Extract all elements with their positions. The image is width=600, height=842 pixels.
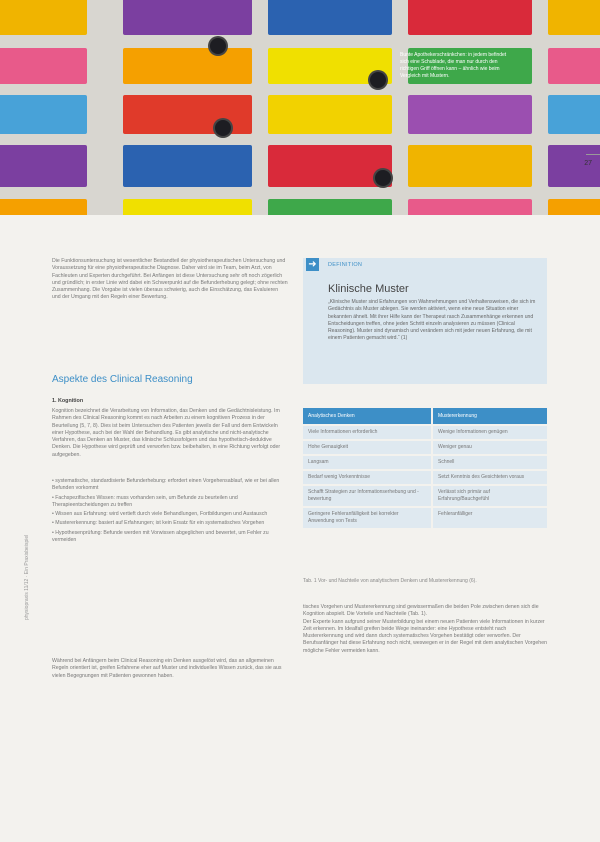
drawer xyxy=(123,0,252,35)
drawer xyxy=(268,95,392,134)
table-cell: Wenige Informationen genügen xyxy=(432,425,547,440)
intro-text: Die Funktionsuntersuchung ist wesentlicher Bestandteil der physiotherapeutischen Untersuchung und Voraussetzung für eine physiotherapeutische Diagnose. Daher wird sie im Team, beim Arzt, von Fachleuten und Experten durchgeführt. Bei Anfängen ist diese Untersuchung sehr oft noch zögerlich und gründlich; in erster Linie wird dabei ein Schwerpunkt auf die Befunderhebung gelegt; ohne rechten Zusammenhang. Die Vorgabe ist vielen überaus schwierig, auch die Einschätzung, das Evaluieren und der Umgang mit den Regeln einer Bewertung. xyxy=(52,258,288,301)
drawer xyxy=(123,48,252,84)
arrow-icon: ➜ xyxy=(306,258,319,271)
drawer xyxy=(123,95,252,134)
definition-title: Klinische Muster xyxy=(328,283,409,295)
table-cell: Fehleranfälliger xyxy=(432,507,547,528)
knob-icon xyxy=(215,120,231,136)
drawer xyxy=(0,0,87,35)
drawer xyxy=(408,0,532,35)
subheading-kognition: 1. Kognition xyxy=(52,398,84,404)
bullet-item: • Fachspezifisches Wissen: muss vorhanden sein, um Befunde zu beurteilen und Therapieentscheidungen zu treffen xyxy=(52,494,238,508)
table-caption: Tab. 1 Vor- und Nachteile von analytischem Denken und Mustererkennung (6). xyxy=(303,578,477,584)
bullet-item: • systematische, standardisierte Befunderhebung: erfordert einen Vorgehensablauf, wie er bei allen Befunden vorkommt xyxy=(52,478,280,492)
definition-label: DEFINITION xyxy=(328,262,363,268)
drawer xyxy=(548,95,600,134)
drawer xyxy=(0,145,87,187)
section-heading: Aspekte des Clinical Reasoning xyxy=(52,374,193,385)
drawer xyxy=(0,199,87,215)
knob-icon xyxy=(370,72,386,88)
table-cell: Verlässt sich primär auf Erfahrung/Bauchgefühl xyxy=(432,485,547,507)
table-cell: Viele Informationen erforderlich xyxy=(303,425,432,440)
body-text-right: tisches Vorgehen und Mustererkennung sind gewissermaßen die beiden Pole zwischen denen sich die Kognition abspielt. Die Vorteile und Nachteile (Tab. 1). Der Experte kann aufgrund seiner Musterbildung bei einem neuen Patienten viele Informationen in kurzer Zeit erkennen. Im Idealfall greifen beide Wege ineinander: eine Hypothese entsteht nach Mustererkennung und wird dann durch systematisches Vorgehen bestätigt oder verworfen. Der Berufsanfänger hat diese Erfahrung noch nicht, weswegen er in der Regel mit dem analytischen Vorgehen mögliche Fehler vermeiden kann. xyxy=(303,604,547,654)
header-photo xyxy=(0,0,600,215)
table-row xyxy=(303,425,547,440)
drawer xyxy=(123,199,252,215)
table-row xyxy=(303,485,547,507)
drawer xyxy=(548,48,600,84)
table-header: Analytisches Denken xyxy=(303,408,432,425)
table-row xyxy=(303,507,547,528)
bullet-list xyxy=(52,478,288,546)
table-row xyxy=(303,455,547,470)
table-cell: Schafft Strategien zur Informationserhebung und -bewertung xyxy=(303,485,432,507)
drawer xyxy=(548,199,600,215)
drawer xyxy=(0,95,87,134)
drawer xyxy=(268,199,392,215)
table-cell: Schnell xyxy=(432,455,547,470)
bullet-item: • Hypothesenprüfung: Befunde werden mit Vorwissen abgeglichen und bewertet, um Fehler zu vermeiden xyxy=(52,529,269,544)
table-cell: Geringere Fehleranfälligkeit bei korrekter Anwendung von Tests xyxy=(303,507,432,528)
bullet-item: • Mustererkennung: basiert auf Erfahrungen; ist kein Ersatz für ein systematisches Vorgehen xyxy=(52,520,265,527)
table-cell: Bedarf wenig Vorkenntnisse xyxy=(303,470,432,485)
table-cell: Langsam xyxy=(303,455,432,470)
table-cell: Setzt Kenntnis des Gesichteten voraus xyxy=(432,470,547,485)
drawer xyxy=(268,0,392,35)
drawer xyxy=(548,0,600,35)
table-row xyxy=(303,440,547,455)
page-number: 27 xyxy=(584,160,592,167)
body-text-left-end: Während bei Anfängern beim Clinical Reasoning ein Denken ausgelöst wird, das an allgemeinen Regeln orientiert ist, greifen Erfahrene eher auf Muster und individuelles Wissen zurück, das sie aus vielen Begegnungen mit Patienten gewonnen haben. xyxy=(52,658,282,679)
table-header: Mustererkennung xyxy=(432,408,547,425)
table-cell: Weniger genau xyxy=(432,440,547,455)
drawer xyxy=(123,145,252,187)
page-tick xyxy=(586,154,600,155)
sidebar-text: physiopraxis 11/12 · Ein Praxisbeispiel xyxy=(24,534,30,620)
table-row xyxy=(303,470,547,485)
drawer xyxy=(548,145,600,187)
bullet-item: • Wissen aus Erfahrung: wird vertieft durch viele Behandlungen, Fortbildungen und Austausch xyxy=(52,511,268,518)
comparison-table xyxy=(303,408,547,528)
drawer xyxy=(408,199,532,215)
body-text-left: Kognition bezeichnet die Verarbeitung von Information, das Denken und die Gedächtnisleistung. Im Rahmen des Clinical Reasoning kommt es nach Arbeiten zu einem kognitiven Prozess in der Beurteilung (5, 7, 8). Dies ist beim Untersuchen des Patienten jeweils der Fall und dem Entwickeln einer Hypothese, auch bei der Wahl der Behandlung. Es gibt analytische und nicht-analytische Verfahren, das Denken an Muster, das klinische Schlussfolgern und das hypothetisch-deduktive Denken. Die Hypothese wird geprüft und verworfen bzw. beibehalten, in eine Richtung verfolgt oder aufgegeben. xyxy=(52,408,281,458)
drawer xyxy=(408,145,532,187)
drawer xyxy=(0,48,87,84)
drawer xyxy=(268,145,392,187)
knob-icon xyxy=(375,170,391,186)
table-cell: Hohe Genauigkeit xyxy=(303,440,432,455)
definition-text: „Klinische Muster sind Erfahrungen von Wahrnehmungen und Verhaltensweisen, die sich im Gedächtnis als Muster ablegen. Sie werden aktiviert, wenn eine neue Situation einer bekannten ähnelt. Mit ihrer Hilfe kann der Therapeut rasch Zusammenhänge erkennen und Entscheidungen treffen, ohne jeden Schritt einzeln analysieren zu müssen (Clinical Reasoning). Muster sind dynamisch und verändern sich mit jeder neuen Erfahrung, die mit einem Patienten gemacht wird.“ (1) xyxy=(328,299,536,342)
drawer xyxy=(408,95,532,134)
knob-icon xyxy=(210,38,226,54)
photo-caption: Bunte Apothekerschränkchen: in jedem befindet sich eine Schublade, die man nur durch den richtigen Griff öffnen kann – ähnlich wie beim Vergleich mit Mustern. xyxy=(400,52,507,79)
